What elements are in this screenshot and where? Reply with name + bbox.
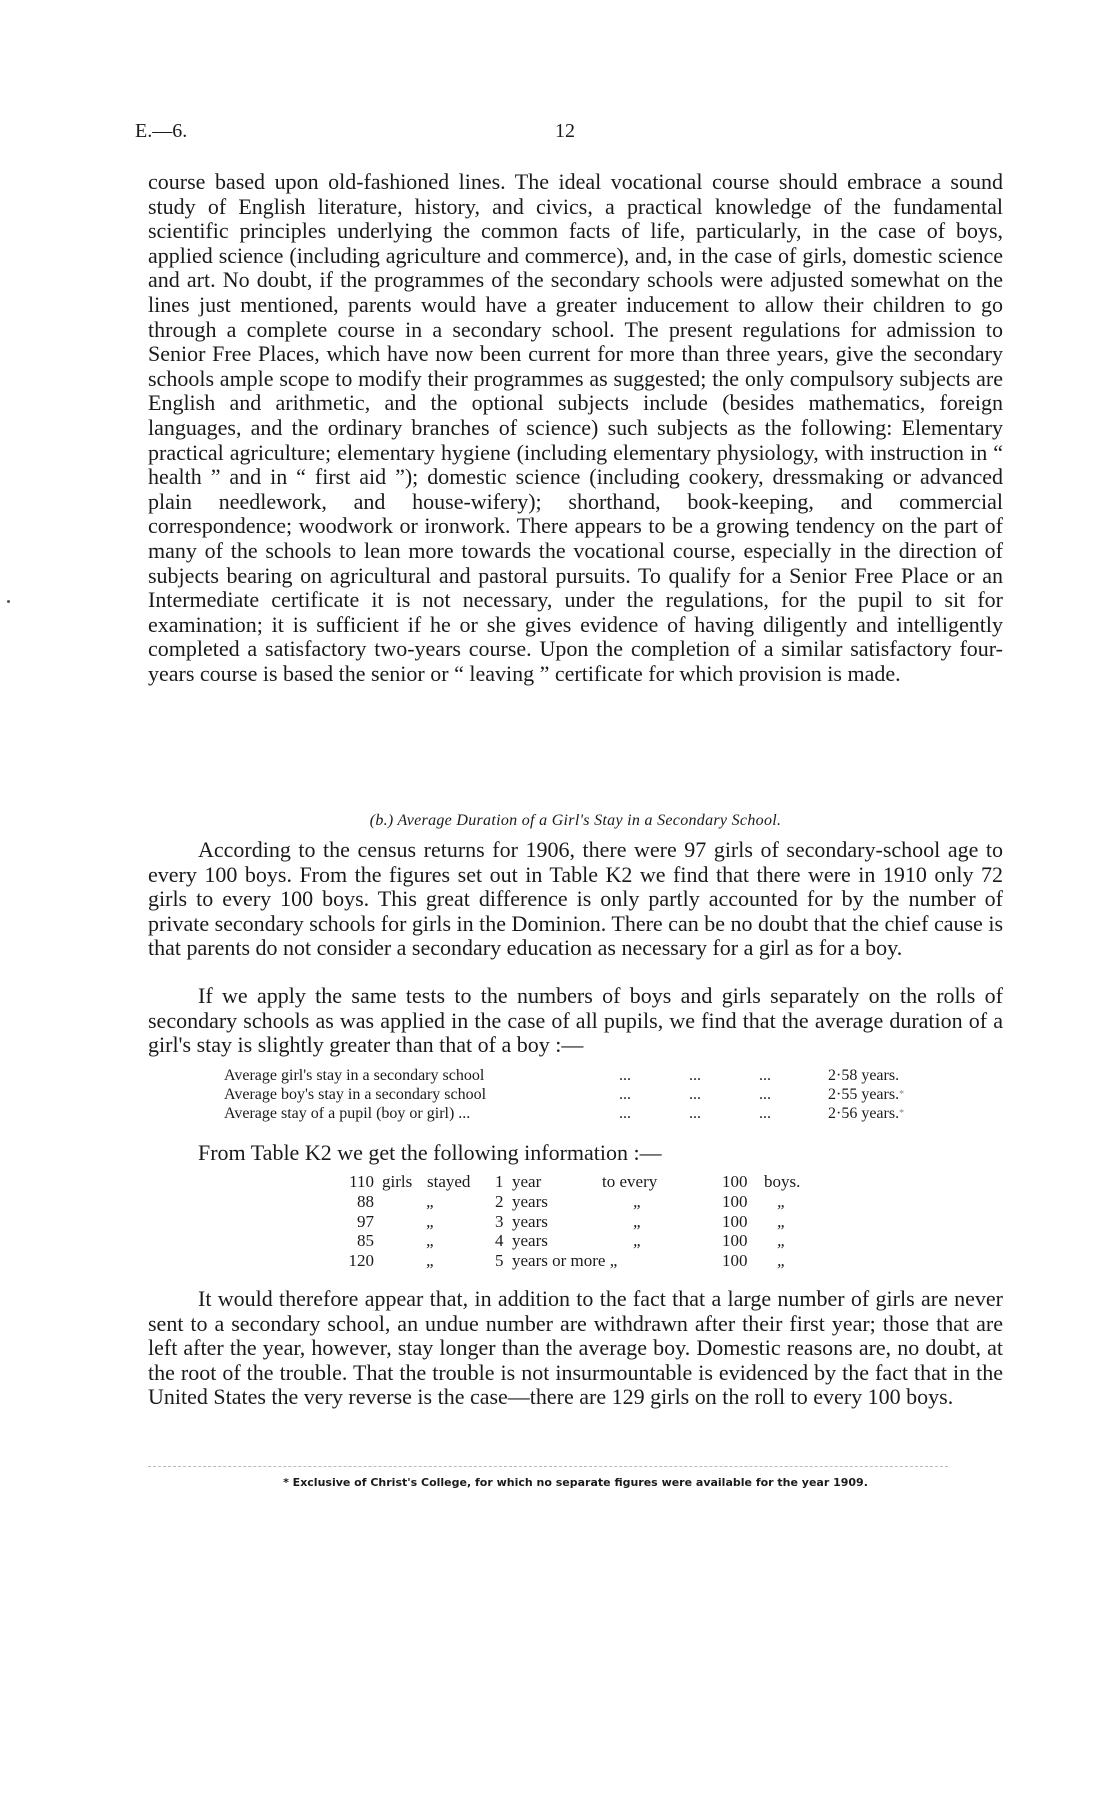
stay-label: Average boy's stay in a secondary school [224,1086,487,1103]
stay-value: 2·58 years. [828,1067,900,1084]
table-row: 85 „ 4 years „ 100 „ [357,1231,787,1251]
paragraph-tests: If we apply the same tests to the numbers of boys and girls separately on the rolls of secondary schools as was applied in the case of all pupils, we find that the average duration of a girl's stay is slightly greater than that of a boy :— [148,983,1003,1058]
margin-speck [7,600,10,603]
table-row: 120 „ 5 years or more „ 100 „ [348,1251,787,1271]
table-row: 97 „ 3 years „ 100 „ [357,1211,787,1231]
paragraph-conclusion: It would therefore appear that, in addition to the fact that a large number of girls are never sent to a secondary school, an undue number are withdrawn after their first year; those that are left after the year, however, stay longer than the average boy. Domestic reasons are, no doubt, at the root of the trouble. That the trouble is not insurmountable is evidenced by the fact that in the United States the very reverse is the case—there are 129 girls on the roll to every 100 boys. [148,1286,1003,1410]
page-number: 12 [555,120,575,142]
footnote: * Exclusive of Christ's College, for which no separate figures were available for the year 1909. [283,1476,868,1489]
paragraph-vocational-course: course based upon old-fashioned lines. The ideal vocational course should embrace a sound study of English literature, history, and civics, a practical knowledge of the fundamental scientific principles underlying the common facts of life, particularly, in the case of boys, applied science (including agriculture and commerce), and, in the case of girls, domestic science and art. No doubt, if the programmes of the secondary schools were adjusted somewhat on the lines just mentioned, parents would have a greater inducement to allow their children to go through a complete course in a secondary school. The present regulations for admission to Senior Free Places, which have now been current for more than three years, give the secondary schools ample scope to modify their programmes as suggested; the only compulsory subjects are English and arithmetic, and the optional subjects include (besides mathematics, foreign languages, and the ordinary branches of science) such subjects as the following: Elementary practical agriculture; elementary hygiene (including elementary physiology, with instruction in “ health ” and in “ first aid ”); domestic science (including cookery, dressmaking or advanced plain needlework, and house-wifery); shorthand, book-keeping, and commercial correspondence; woodwork or ironwork. There appears to be a growing tendency on the part of many of the schools to lean more towards the vocational course, especially in the direction of subjects bearing on agricultural and pastoral pursuits. To qualify for a Senior Free Place or an Intermediate certificate it is not necessary, under the regulations, for the pupil to sit for examination; it is sufficient if he or she gives evidence of having diligently and intelligently completed a satisfactory two-years course. Upon the completion of a similar satisfactory four-years course is based the senior or “ leaving ” certificate for which provision is made. [148,169,1003,686]
stay-value: 2·55 years.* [828,1086,905,1103]
table-row: 110 girls stayed 1 year to every 100 boys. [349,1172,801,1191]
stay-label: Average stay of a pupil (boy or girl) ... [224,1105,471,1122]
table-row: 88 „ 2 years „ 100 „ [357,1191,787,1211]
paragraph-census-returns: According to the census returns for 1906, there were 97 girls of secondary-school age to every 100 boys. From the figures set out in Table K2 we find that there were in 1910 only 72 girls to every 100 boys. This great difference is only partly accounted for by the number of private secondary schools for girls in the Dominion. There can be no doubt that the chief cause is that parents do not consider a secondary education as necessary for a girl as for a boy. [148,837,1003,961]
section-subheading: (b.) Average Duration of a Girl's Stay in a Secondary School. [369,812,782,829]
stay-label: Average girl's stay in a secondary school [224,1067,485,1084]
leader-dots: ... ... ... [619,1105,771,1122]
leader-dots: ... ... ... [619,1067,771,1084]
stay-row [224,1066,944,1085]
girls-stay-table [340,1172,820,1271]
page-header [135,120,1003,150]
average-stay-table [224,1066,944,1123]
document-reference: E.—6. [135,120,188,142]
stay-row [224,1104,944,1123]
footnote-rule [148,1466,948,1467]
paragraph-table-k2-intro: From Table K2 we get the following information :— [198,1140,662,1165]
leader-dots: ... ... ... [619,1086,771,1103]
stay-value: 2·56 years.* [828,1105,905,1122]
stay-row [224,1085,944,1104]
